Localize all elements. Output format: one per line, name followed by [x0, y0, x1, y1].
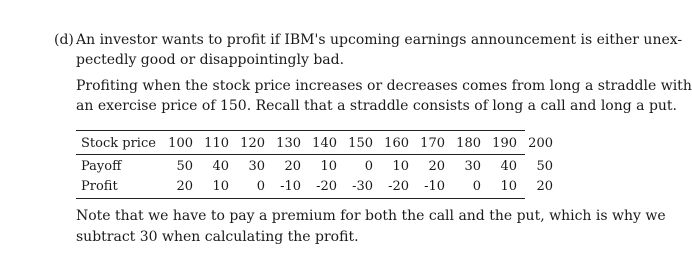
stock-price-cell: 180 — [456, 136, 481, 151]
stock-price-cell: 200 — [528, 136, 553, 151]
stock-price-cell: 110 — [204, 136, 229, 151]
profit-cell: -20 — [388, 178, 409, 194]
table-header-row — [76, 133, 557, 154]
paragraph-3-line-2: subtract 30 when calculating the profit. — [76, 229, 359, 245]
stock-price-cell: 150 — [348, 136, 373, 151]
profit-cell: -10 — [280, 178, 301, 194]
profit-cell: 20 — [536, 178, 553, 194]
profit-cell: 20 — [176, 178, 193, 194]
payoff-cell: 40 — [212, 158, 229, 174]
profit-cell: 10 — [500, 178, 517, 194]
stock-price-cell: 120 — [240, 136, 265, 151]
stock-price-cell: 190 — [492, 136, 517, 151]
payoff-label: Payoff — [81, 158, 122, 174]
stock-price-cell: 170 — [420, 136, 445, 151]
profit-cell: 0 — [472, 178, 481, 194]
profit-cell: 10 — [212, 178, 229, 194]
table-top-rule — [76, 130, 525, 131]
profit-cell: -10 — [424, 178, 445, 194]
profit-cell: 0 — [256, 178, 265, 194]
table-row-profit — [76, 176, 557, 196]
stock-price-label: Stock price — [81, 136, 156, 151]
payoff-cell: 20 — [284, 158, 301, 174]
part-label: (d) — [54, 32, 74, 48]
payoff-table — [76, 133, 557, 196]
payoff-cell: 30 — [248, 158, 265, 174]
payoff-cell: 50 — [536, 158, 553, 174]
stock-price-cell: 160 — [384, 136, 409, 151]
paragraph-2-line-2: an exercise price of 150. Recall that a straddle consists of long a call and long a put. — [76, 98, 678, 114]
stock-price-cell: 100 — [168, 136, 193, 151]
payoff-cell: 10 — [392, 158, 409, 174]
paragraph-3-line-1: Note that we have to pay a premium for both the call and the put, which is why we — [76, 208, 666, 224]
payoff-cell: 40 — [500, 158, 517, 174]
paragraph-1-line-2: pectedly good or disappointingly bad. — [76, 52, 345, 68]
profit-cell: -20 — [316, 178, 337, 194]
payoff-cell: 30 — [464, 158, 481, 174]
profit-cell: -30 — [352, 178, 373, 194]
stock-price-cell: 140 — [312, 136, 337, 151]
table-row-payoff — [76, 156, 557, 176]
profit-label: Profit — [81, 178, 118, 194]
payoff-cell: 50 — [176, 158, 193, 174]
table-bottom-rule — [76, 198, 525, 199]
payoff-cell: 0 — [364, 158, 373, 174]
payoff-cell: 20 — [428, 158, 445, 174]
paragraph-2-line-1: Profiting when the stock price increases or decreases comes from long a straddle with — [76, 78, 692, 94]
stock-price-cell: 130 — [276, 136, 301, 151]
paragraph-1-line-1: An investor wants to profit if IBM's upcoming earnings announcement is either unex- — [76, 32, 683, 48]
payoff-cell: 10 — [320, 158, 337, 174]
